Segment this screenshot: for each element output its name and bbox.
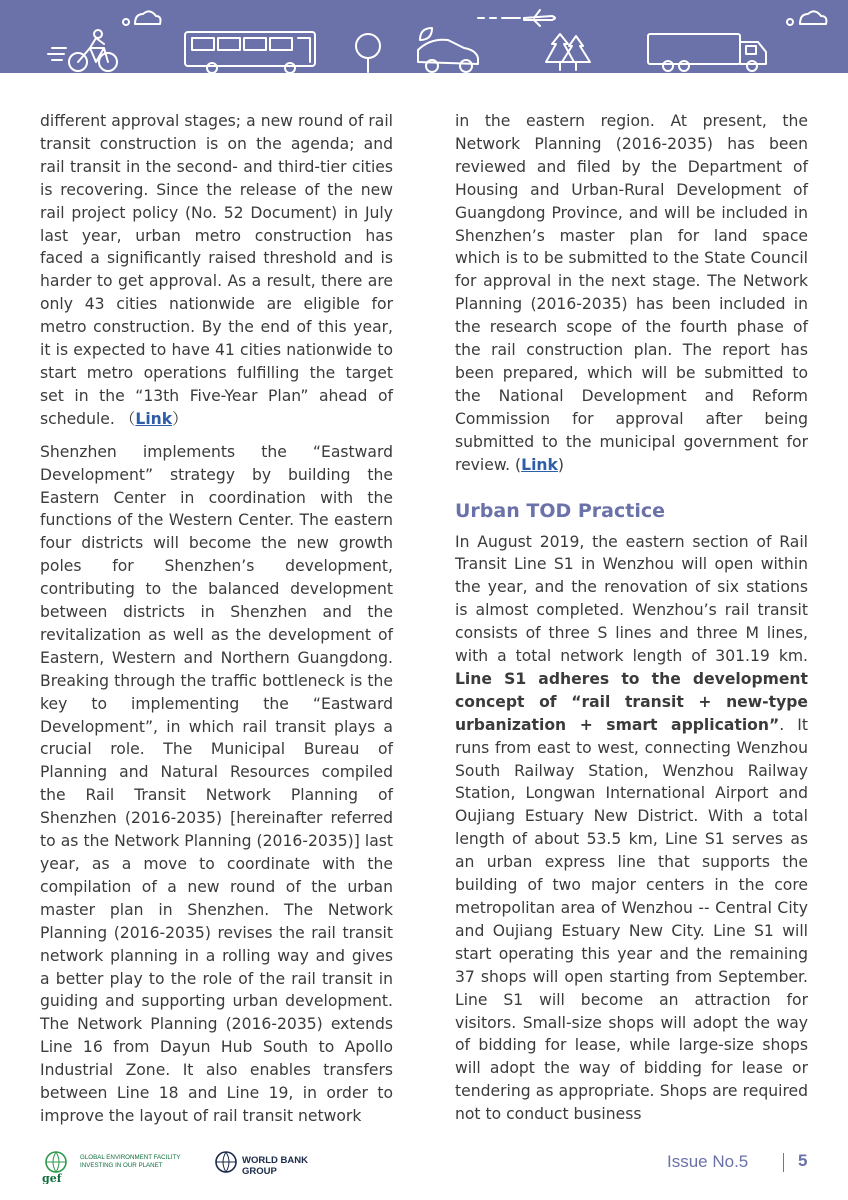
paragraph: Shenzhen implements the “Eastward Development” strategy by building the Eastern Center in coordination with the functions of the Western Center. The eastern four districts will become the new growth poles for Shenzhen’s development, contributing to the balanced development between districts in Shenzhen and the revitalization as well as the development of Eastern, Western and Northern Guangdong. Breaking through the traffic bottleneck is the key to implementing the “Eastward Development”, in which rail transit plays a crucial role. The Municipal Bureau of Planning and Natural Resources compiled the Rail Transit Network Planning of Shenzhen (2016-2035) [hereinafter referred to as the Network Planning (2016-2035)] last year, as a move to coordinate with the compilation of a new round of the urban master plan in Shenzhen. The Network Planning (2016-2035) revises the rail transit network planning in a rolling way and gives a better play to the role of the rail transit in guiding and supporting urban development. The Network Planning (2016-2035) extends Line 16 from Dayun Hub South to Apollo Industrial Zone. It also enables transfers between Line 18 and Line 19, in order to improve the layout of rail transit network bbox=[40, 442, 393, 1125]
section-heading: Urban TOD Practice bbox=[455, 499, 665, 522]
page-footer bbox=[0, 1140, 848, 1200]
cyclist-icon bbox=[48, 30, 117, 71]
truck-icon bbox=[648, 34, 766, 71]
source-link[interactable]: Link bbox=[135, 409, 173, 428]
pine-tree-icon bbox=[546, 34, 590, 70]
cloud-icon bbox=[787, 11, 826, 25]
svg-text:gef: gef bbox=[42, 1172, 62, 1184]
paragraph: different approval stages; a new round of rail transit construction is on the agenda; and rail transit in the second- and third-tier cities is recovering. Since the release of the new rail project policy (No. 52 Document) in July last year, urban metro construction has faced a significantly raised threshold and is harder to get approval. As a result, there are only 43 cities nationwide are eligible for metro construction. By the end of this year, it is expected to have 41 cities nationwide to start metro operations fulfilling the target set in the “13th Five-Year Plan” ahead of schedule. （Link） bbox=[40, 112, 393, 428]
airplane-icon bbox=[478, 10, 555, 26]
tree-icon bbox=[356, 34, 380, 72]
issue-label: Issue No.5 bbox=[667, 1152, 749, 1171]
world-bank-logo bbox=[214, 1150, 344, 1176]
left-column bbox=[40, 110, 393, 1138]
right-column bbox=[455, 110, 808, 1136]
paragraph: In August 2019, the eastern section of Rail Transit Line S1 in Wenzhou will open within the year, and the renovation of six stations is almost completed. Wenzhou’s rail transit consists of three S lines and three M lines, with a total network length of 301.19 km. Line S1 adheres to the development concept of “rail transit + new-type urbanization + smart application”. It runs from east to west, connecting Wenzhou South Railway Station, Wenzhou Railway Station, Longwan International Airport and Oujiang Estuary New District. With a total length of about 53.5 km, Line S1 serves as an urban express line that supports the building of two major centers in the core metropolitan area of Wenzhou -- Central City and Oujiang Estuary New City. Line S1 will start operating this year and the remaining 37 shops will open starting from September. Line S1 will become an attraction for visitors. Small-size shops will adopt the way of bidding for lease, while large-size shops will adopt the way of bidding for lease or tendering as appropriate. Shops are required not to conduct business bbox=[455, 532, 808, 1124]
cloud-icon bbox=[123, 11, 161, 25]
divider bbox=[783, 1153, 784, 1172]
globe-icon bbox=[40, 1148, 80, 1184]
page-number: 5 bbox=[798, 1151, 808, 1170]
paragraph: in the eastern region. At present, the Network Planning (2016-2035) has been reviewed and filed by the Department of Housing and Urban-Rural Development of Guangdong Province, and will be included in Shenzhen’s master plan for land space which is to be submitted to the State Council for approval in the next stage. The Network Planning (2016-2035) has been included in the research scope of the fourth phase of the rail construction plan. The report has been prepared, which will be submitted to the National Development and Reform Commission for approval after being submitted to the municipal government for review. (Link) bbox=[455, 112, 808, 474]
emphasis-text: Line S1 adheres to the development concept of “rail transit + new-type urbanization + smart application” bbox=[455, 669, 808, 734]
car-icon bbox=[418, 28, 478, 72]
world-bank-label: WORLD BANK GROUP bbox=[242, 1155, 308, 1177]
bus-icon bbox=[185, 32, 315, 73]
gef-tagline: INVESTING IN OUR PLANET bbox=[80, 1162, 163, 1169]
header-banner bbox=[0, 0, 848, 73]
world-bank-globe-icon bbox=[214, 1150, 238, 1174]
source-link[interactable]: Link bbox=[521, 455, 558, 474]
gef-name: GLOBAL ENVIRONMENT FACILITY bbox=[80, 1154, 181, 1161]
gef-logo bbox=[40, 1148, 200, 1184]
